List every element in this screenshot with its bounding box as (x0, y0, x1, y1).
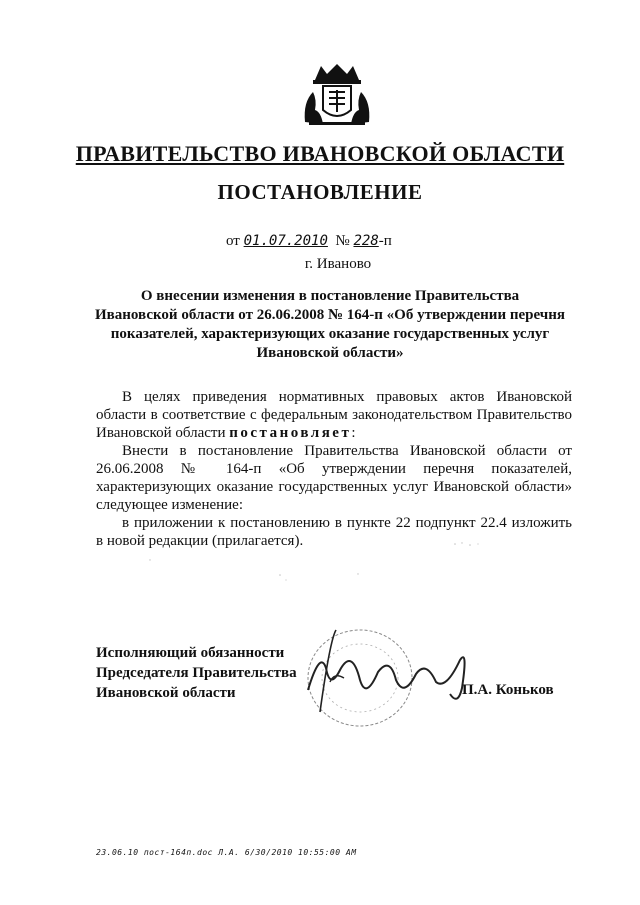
signatory-line: Исполняющий обязанности (96, 645, 285, 661)
body-paragraph-2: Внести в постановление Правительства Ивановской области от 26.06.2008 № 164-п «Об утверждении перечня показателей, характеризующих оказание государственных услуг Ивановской области» следующее изменение: (96, 443, 572, 513)
subject-line: Ивановской области» (256, 345, 404, 361)
date-number-line (226, 233, 392, 250)
signatory-line: Ивановской области (96, 685, 236, 701)
body-paragraph-3: в приложении к постановлению в пункте 22 подпункт 22.4 изложить в новой редакции (прилагается). (96, 515, 572, 549)
place-of-issue: г. Иваново (304, 256, 372, 272)
document-body (96, 388, 572, 550)
subject-line: О внесении изменения в постановление Правительства (140, 288, 520, 304)
date-prefix: от (226, 233, 240, 249)
body-paragraph-1: В целях приведения нормативных правовых актов Ивановской области в соответствие с федеральным законодательством Правительство Ивановской области постановляет: (96, 389, 572, 441)
government-title: ПРАВИТЕЛЬСТВО ИВАНОВСКОЙ ОБЛАСТИ (75, 141, 565, 166)
coat-of-arms-emblem (299, 62, 375, 128)
date-value: 01.07.2010 (243, 233, 328, 249)
signatory-title (96, 643, 297, 703)
signatory-line: Председателя Правительства (96, 665, 297, 681)
number-prefix: № (335, 233, 350, 249)
document-subject (90, 287, 570, 363)
file-footer: 23.06.10 пост-164п.doc Л.А. 6/30/2010 10:55:00 AM (96, 848, 357, 857)
signatory-name: П.А. Коньков (462, 682, 554, 698)
number-value: 228 (353, 233, 379, 249)
number-suffix: -п (378, 233, 392, 249)
resolves-keyword: постановляет (229, 425, 352, 441)
official-stamp-and-signature (300, 620, 480, 730)
document-type-heading: ПОСТАНОВЛЕНИЕ (217, 180, 423, 204)
subject-line: показателей, характеризующих оказание государственных услуг (110, 326, 550, 342)
subject-line: Ивановской области от 26.06.2008 № 164-п «Об утверждении перечня (95, 307, 565, 323)
